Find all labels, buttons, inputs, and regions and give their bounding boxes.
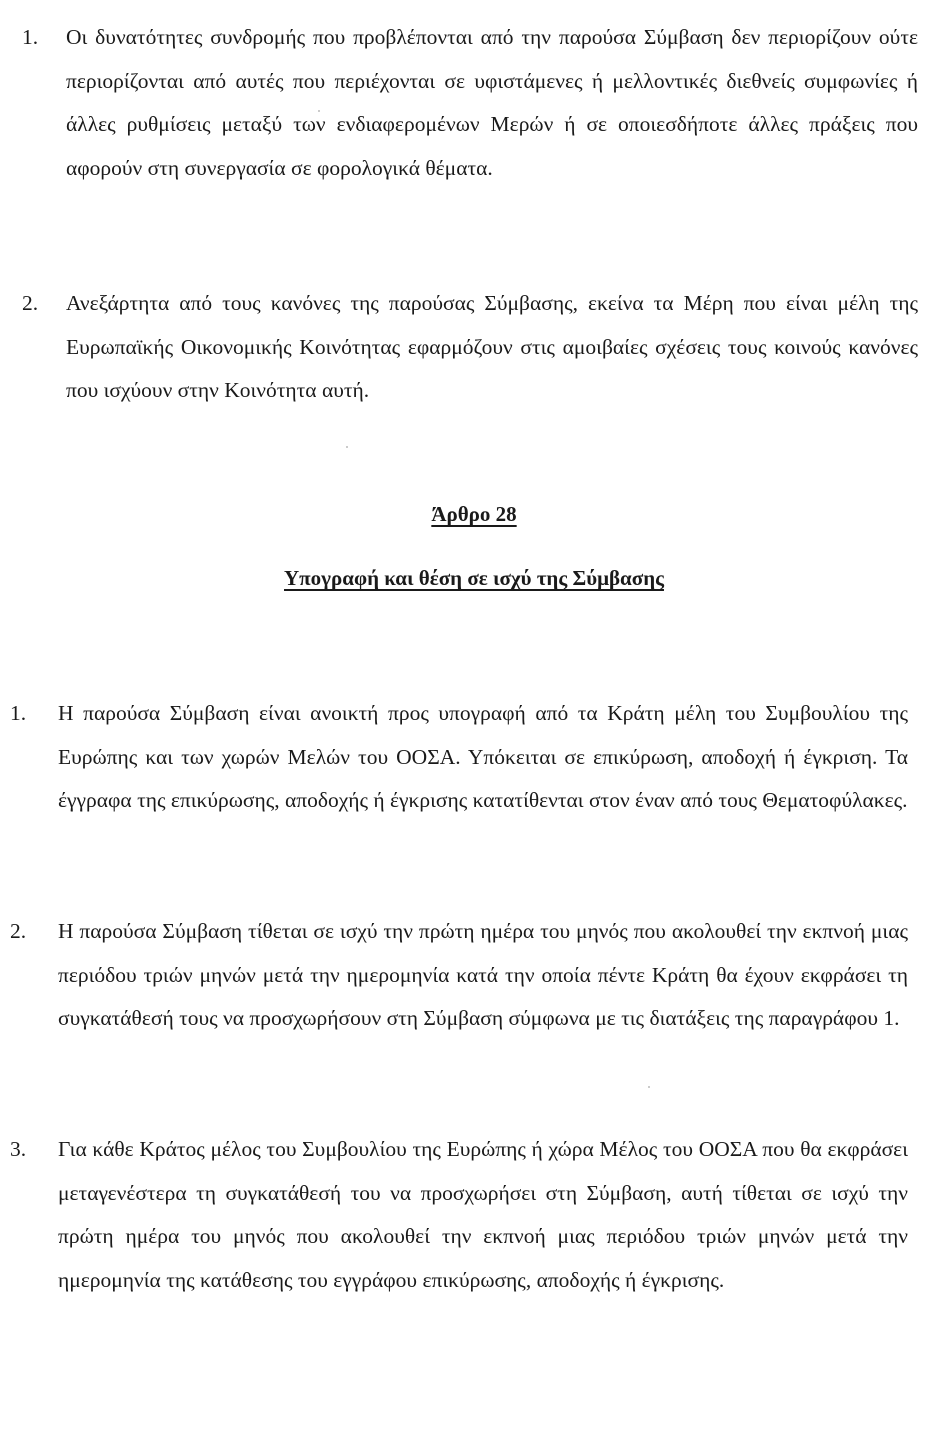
article-title: Υπογραφή και θέση σε ισχύ της Σύμβασης: [284, 566, 664, 590]
paragraph-text: Ανεξάρτητα από τους κανόνες της παρούσας Σύμβασης, εκείνα τα Μέρη που είναι μέλη της Ευρωπαϊκής Οικονομικής Κοινότητας εφαρμόζουν στις αμοιβαίες σχέσεις τους κοινούς κανόνες που ισχύουν στην Κοινότητα αυτή.: [66, 291, 918, 402]
paragraph-number: 3.: [10, 1137, 27, 1161]
paragraph-b3: [10, 1128, 908, 1302]
paragraph-text: Η παρούσα Σύμβαση είναι ανοικτή προς υπογραφή από τα Κράτη μέλη του Συμβουλίου της Ευρώπης και των χωρών Μελών του ΟΟΣΑ. Υπόκειται σε επικύρωση, αποδοχή ή έγκριση. Τα έγγραφα της επικύρωσης, αποδοχής ή έγκρισης κατατίθενται στον έναν από τους Θεματοφύλακες.: [58, 701, 908, 812]
scan-speck: [648, 1086, 650, 1088]
article-heading: Άρθρο 28: [431, 502, 517, 526]
paragraph-number: 1.: [22, 25, 39, 49]
paragraph-number: 2.: [22, 291, 39, 315]
scan-speck: [346, 446, 348, 448]
paragraph-a2: [22, 282, 918, 413]
paragraph-b2: [10, 910, 908, 1041]
paragraph-number: 2.: [10, 919, 27, 943]
paragraph-text: Οι δυνατότητες συνδρομής που προβλέπονται από την παρούσα Σύμβαση δεν περιορίζουν ούτε περιορίζονται από αυτές που περιέχονται σε υφιστάμενες ή μελλοντικές διεθνείς συμφωνίες ή άλλες ρυθμίσεις μεταξύ των ενδιαφερομένων Μερών ή σε οποιεσδήποτε άλλες πράξεις που αφορούν στη συνεργασία σε φορολογικά θέματα.: [66, 25, 918, 180]
paragraph-number: 1.: [10, 701, 27, 725]
paragraph-text: Για κάθε Κράτος μέλος του Συμβουλίου της Ευρώπης ή χώρα Μέλος του ΟΟΣΑ που θα εκφράσει μεταγενέστερα τη συγκατάθεσή του να προσχωρήσει στη Σύμβαση, αυτή τίθεται σε ισχύ την πρώτη ημέρα του μηνός που ακολουθεί την εκπνοή μιας περιόδου τριών μηνών μετά την ημερομηνία της κατάθεσης του εγγράφου επικύρωσης, αποδοχής ή έγκρισης.: [58, 1137, 908, 1292]
paragraph-text: Η παρούσα Σύμβαση τίθεται σε ισχύ την πρώτη ημέρα του μηνός που ακολουθεί την εκπνοή μιας περιόδου τριών μηνών μετά την ημερομηνία κατά την οποία πέντε Κράτη θα έχουν εκφράσει τη συγκατάθεσή τους να προσχωρήσουν στη Σύμβαση σύμφωνα με τις διατάξεις της παραγράφου 1.: [58, 919, 908, 1030]
paragraph-a1: [22, 16, 918, 190]
scan-speck: [318, 110, 320, 112]
paragraph-b1: [10, 692, 908, 823]
